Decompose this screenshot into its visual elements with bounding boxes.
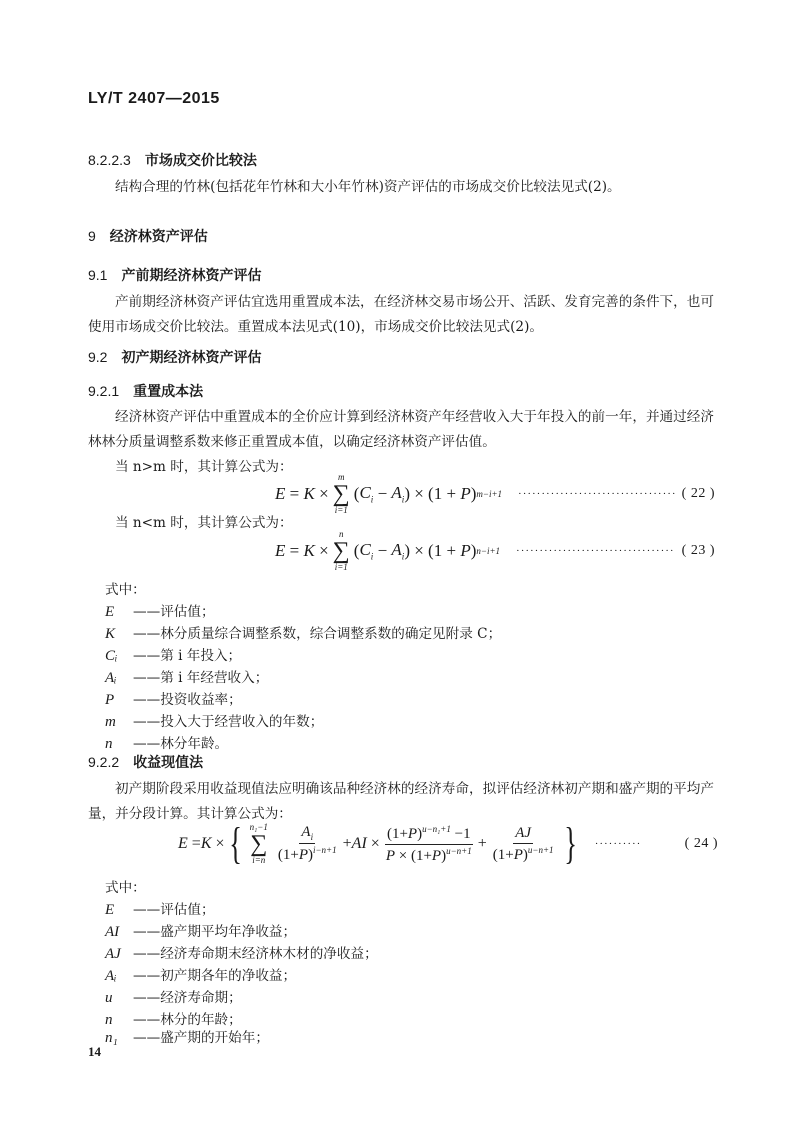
definition-text: ——评估值； [133, 902, 215, 918]
section-number: 9.2.2 [88, 754, 120, 770]
heading-9-2 [88, 347, 261, 367]
section-title: 产前期经济林资产评估 [121, 268, 262, 284]
definition-row [105, 942, 378, 963]
where-label: 式中： [105, 582, 146, 598]
definition-row [105, 1026, 269, 1047]
symbol: P [105, 692, 115, 708]
summation-symbol: m ∑ i=1 [332, 472, 350, 515]
definition-text: ——初产期各年的净收益； [133, 968, 297, 984]
definition-row [105, 986, 242, 1007]
definition-row [105, 964, 296, 985]
symbol: m [105, 714, 116, 730]
section-number: 9.2 [88, 349, 108, 365]
section-title: 初产期经济林资产评估 [121, 350, 262, 366]
definition-row [105, 898, 215, 919]
left-brace: { [228, 819, 242, 868]
equation-number: ( 22 ) [681, 486, 715, 501]
symbol: AI [105, 924, 120, 940]
symbol: Cᵢ [105, 648, 118, 664]
definition-row [105, 710, 323, 731]
section-number: 9 [88, 228, 96, 244]
definition-text: ——第 i 年投入； [133, 648, 242, 664]
definition-text: ——经济寿命期； [133, 990, 242, 1006]
definition-row [105, 688, 242, 709]
symbol: u [105, 990, 113, 1006]
heading-9-2-2 [88, 752, 203, 772]
fraction: $\frac{A_i}{(1+P)^{i-n+1}}$ [277, 824, 337, 863]
section-title: 收益现值法 [133, 755, 204, 771]
leader-dots: ·································· [516, 545, 675, 557]
equation-number: ( 23 ) [681, 543, 715, 558]
where-label: 式中： [105, 880, 146, 896]
heading-9-2-1 [88, 381, 203, 401]
symbol: E [105, 604, 115, 620]
fraction: $\frac{(1+P)^{u-n_1+1} -1}{P \times (1+P)^{u-n+1}}$ [385, 823, 472, 864]
section-title: 重置成本法 [133, 384, 204, 400]
definition-row [105, 732, 228, 753]
definition-text: ——林分年龄。 [133, 736, 229, 752]
condition-n-gt-m: 当 n>m 时，其计算公式为： [115, 459, 293, 475]
definition-text: ——投入大于经营收入的年数； [133, 714, 324, 730]
standard-code: LY/T 2407—2015 [88, 90, 220, 107]
paragraph-9-2-1: 经济林资产评估中重置成本的全价应计算到经济林资产年经营收入大于年投入的前一年，并通过经济林林分质量调整系数来修正重置成本值，以确定经济林资产评估值。 [88, 409, 714, 450]
equation-number: ( 24 ) [684, 836, 718, 851]
heading-9-1 [88, 265, 261, 285]
section-title: 市场成交价比较法 [144, 153, 257, 169]
summation-symbol: n ∑ i=1 [332, 529, 350, 572]
formula-23: E = K × n ∑ i=1 ( $C_i$ − $A_i$ ) × (1 + P ) n−i+1 ·································· ( 23 ) [275, 529, 715, 572]
leader-dots: ·································· [518, 488, 677, 500]
definition-text: ——经济寿命期末经济林木材的净收益； [133, 946, 378, 962]
condition-n-lt-m: 当 n<m 时，其计算公式为： [115, 515, 293, 531]
definition-text: ——盛产期平均年净收益； [133, 924, 297, 940]
definition-text: ——林分质量综合调整系数，综合调整系数的确定见附录 C； [133, 626, 502, 642]
paragraph-9-1: 产前期经济林资产评估宜选用重置成本法，在经济林交易市场公开、活跃、发育完善的条件下，也可使用市场成交价比较法。重置成本法见式(10)，市场成交价比较法见式(2)。 [88, 294, 714, 335]
right-brace: } [563, 819, 577, 868]
paragraph-9-2-2: 初产期阶段采用收益现值法应明确该品种经济林的经济寿命，拟评估经济林初产期和盛产期的平均产量，并分段计算。其计算公式为： [88, 781, 714, 822]
heading-9 [88, 226, 208, 246]
symbol: n [105, 736, 113, 752]
symbol: n [105, 1012, 113, 1028]
definition-row [105, 920, 296, 941]
definition-text: ——第 i 年经营收入； [133, 670, 269, 686]
definition-text: ——投资收益率； [133, 692, 242, 708]
page-number: 14 [88, 1044, 101, 1059]
section-number: 9.1 [88, 267, 108, 283]
fraction: $\frac{AJ}{(1+P)^{u-n+1}}$ [492, 824, 554, 863]
formula-24: E = K × { n₁−1 ∑ i=n $\frac{A_i}{(1+P)^{i-n+1}}$ + AI × $\frac{(1+P)^{u-n_1+1} -1}{P \times (1+P)^{u-n+1}}$ + $\frac{AJ}{(1+P)^{u-n+1}}$ } ·········· ( 24 ) [178, 819, 718, 868]
paragraph-8-2-2-3: 结构合理的竹林(包括花年竹林和大小年竹林)资产评估的市场成交价比较法见式(2)。 [115, 179, 621, 195]
symbol: Aᵢ [105, 968, 117, 984]
symbol: Aᵢ [105, 670, 117, 686]
definition-row [105, 666, 268, 687]
section-number: 8.2.2.3 [88, 152, 131, 168]
definition-text: ——盛产期的开始年； [133, 1030, 269, 1046]
symbol: K [105, 626, 116, 642]
leader-dots: ·········· [594, 838, 642, 850]
symbol: n₁ [105, 1030, 118, 1046]
definition-row [105, 622, 501, 643]
definition-row [105, 600, 215, 621]
definition-row [105, 644, 241, 665]
definition-text: ——林分的年龄； [133, 1012, 242, 1028]
symbol: E [105, 902, 115, 918]
section-number: 9.2.1 [88, 383, 120, 399]
heading-8-2-2-3 [88, 150, 257, 170]
summation-symbol: n₁−1 ∑ i=n [249, 822, 268, 865]
definition-text: ——评估值； [133, 604, 215, 620]
section-title: 经济林资产评估 [109, 229, 208, 245]
formula-22: E = K × m ∑ i=1 ( $C_i$ − $A_i$ ) × (1 + P ) m−i+1 ·································· ( 22 ) [275, 472, 715, 515]
symbol: AJ [105, 946, 121, 962]
